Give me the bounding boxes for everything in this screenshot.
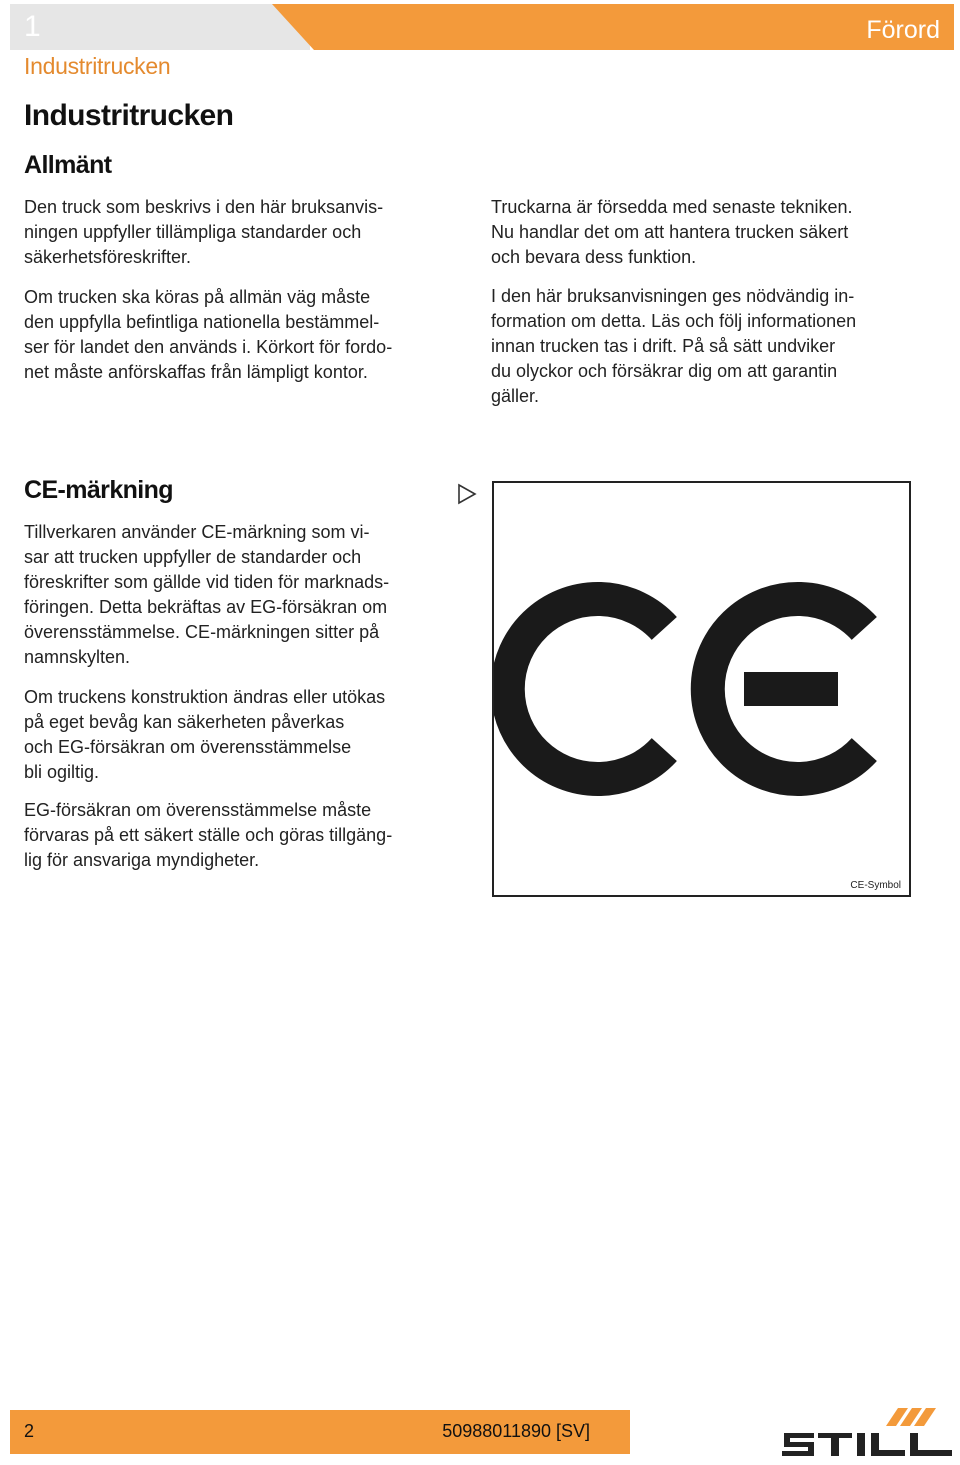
running-title: Industritrucken bbox=[24, 53, 171, 79]
text-line: den uppfylla befintliga nationella bestämmel- bbox=[24, 312, 380, 332]
figure-caption: CE-Symbol bbox=[850, 880, 901, 891]
text-line: Truckarna är försedda med senaste tekniken. bbox=[491, 197, 853, 217]
section-heading-allmant: Allmänt bbox=[24, 151, 112, 179]
section-heading-ce: CE-märkning bbox=[24, 476, 173, 504]
text-line: ser för landet den används i. Körkort för fordo- bbox=[24, 337, 393, 357]
text-line: net måste anförskaffas från lämpligt kontor. bbox=[24, 362, 368, 382]
text-line: överensstämmelse. CE-märkningen sitter på bbox=[24, 622, 380, 642]
text-line: säkerhetsföreskrifter. bbox=[24, 247, 192, 267]
text-line: innan trucken tas i drift. På så sätt undviker bbox=[491, 336, 836, 356]
text-line: lig för ansvariga myndigheter. bbox=[24, 850, 260, 870]
text-line: Om truckens konstruktion ändras eller utökas bbox=[24, 687, 386, 707]
text-line: förvaras på ett säkert ställe och göras tillgäng- bbox=[24, 825, 393, 845]
header-orange-block bbox=[272, 4, 954, 50]
text-line: föreskrifter som gällde vid tiden för marknads- bbox=[24, 572, 390, 592]
text-line: Den truck som beskrivs i den här bruksanvis- bbox=[24, 197, 384, 217]
left-paragraph-2 bbox=[24, 285, 392, 385]
text-line: Tillverkaren använder CE-märkning som vi- bbox=[24, 522, 370, 542]
still-logo bbox=[780, 1406, 956, 1460]
section-name: Förord bbox=[866, 16, 940, 44]
text-line: I den här bruksanvisningen ges nödvändig in- bbox=[491, 286, 855, 306]
text-line: föringen. Detta bekräftas av EG-försäkran om bbox=[24, 597, 388, 617]
text-line: bli ogiltig. bbox=[24, 762, 100, 782]
text-line: du olyckor och försäkrar dig om att garantin bbox=[491, 361, 838, 381]
ce-mark-icon bbox=[494, 483, 909, 895]
text-line: och EG-försäkran om överensstämmelse bbox=[24, 737, 352, 757]
header-grey-block bbox=[10, 4, 310, 50]
left-paragraph-1 bbox=[24, 195, 383, 270]
chapter-number: 1 bbox=[24, 10, 41, 43]
ce-paragraph-1 bbox=[24, 520, 389, 670]
text-line: namnskylten. bbox=[24, 647, 131, 667]
text-line: och bevara dess funktion. bbox=[491, 247, 697, 267]
text-line: på eget bevåg kan säkerheten påverkas bbox=[24, 712, 345, 732]
footer-bar bbox=[10, 1410, 630, 1454]
ce-paragraph-2 bbox=[24, 685, 385, 785]
still-logo-graphic bbox=[780, 1406, 956, 1460]
right-paragraph-2 bbox=[491, 284, 856, 409]
document-number: 50988011890 [SV] bbox=[442, 1421, 590, 1441]
text-line: Nu handlar det om att hantera trucken säkert bbox=[491, 222, 849, 242]
triangle-right-outline-icon bbox=[456, 483, 478, 505]
page-title: Industritrucken bbox=[24, 99, 234, 132]
text-line: sar att trucken uppfyller de standarder och bbox=[24, 547, 362, 567]
text-line: Om trucken ska köras på allmän väg måste bbox=[24, 287, 371, 307]
ce-symbol-figure bbox=[492, 481, 911, 897]
text-line: EG-försäkran om överensstämmelse måste bbox=[24, 800, 372, 820]
header-band bbox=[10, 4, 954, 50]
right-paragraph-1 bbox=[491, 195, 853, 270]
text-line: gäller. bbox=[491, 386, 540, 406]
text-line: ningen uppfyller tillämpliga standarder och bbox=[24, 222, 362, 242]
page-number: 2 bbox=[24, 1421, 35, 1441]
ce-paragraph-3 bbox=[24, 798, 392, 873]
text-line: formation om detta. Läs och följ informationen bbox=[491, 311, 857, 331]
